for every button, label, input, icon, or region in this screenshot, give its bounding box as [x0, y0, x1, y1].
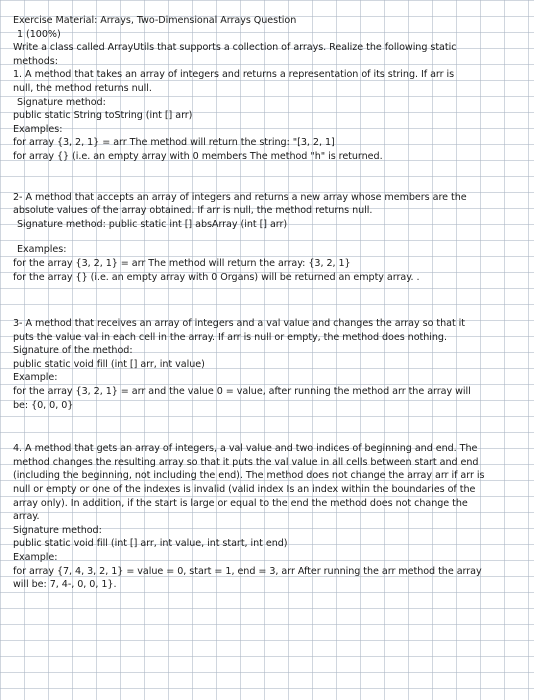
- signature-heading: Signature method:: [13, 524, 102, 536]
- examples-heading: Examples:: [13, 123, 63, 135]
- examples-heading: Example:: [13, 552, 58, 563]
- example-line: for array {7, 4, 3, 2, 1} = value = 0, start = 1, end = 3, arr After running the arr method the array: [13, 565, 482, 577]
- signature-code: public static void fill (int [] arr, int value): [13, 358, 205, 370]
- method-description-line: puts the value val in each cell in the array. If arr is null or empty, the method does nothing.: [13, 331, 447, 343]
- signature-code: public static String toString (int [] arr): [13, 110, 193, 122]
- example-line: will be: 7, 4-, 0, 0, 1}.: [13, 579, 117, 591]
- question-weight: 1 (100%): [17, 28, 61, 40]
- method-description-line: 4. A method that gets an array of integers, a val value and two indices of beginning and end. The: [13, 443, 478, 455]
- examples-heading: Example:: [13, 372, 58, 384]
- method-description-line: array.: [13, 511, 40, 523]
- method-description-line: 1. A method that takes an array of integers and returns a representation of its string. If arr is: [13, 69, 455, 81]
- method-description-line: null, the method returns null.: [13, 82, 152, 94]
- method-2-section: [13, 191, 525, 285]
- intro-line: methods:: [13, 55, 58, 67]
- header-section: [13, 14, 525, 68]
- example-line: for the array {3, 2, 1} = arr The method will return the array: {3, 2, 1}: [13, 257, 351, 269]
- example-line: be: {0, 0, 0}: [13, 399, 74, 411]
- intro-line: Write a class called ArrayUtils that supports a collection of arrays. Realize the following static: [13, 42, 457, 54]
- method-description-line: 3- A method that receives an array of integers and a val value and changes the array so that it: [13, 318, 466, 330]
- section-gap: [13, 164, 525, 191]
- method-description-line: array only). In addition, if the start is large or equal to the end the method does not change the: [13, 497, 468, 509]
- section-gap: [13, 231, 525, 243]
- method-description-line: method changes the resulting array so that it puts the val value in all cells between start and end: [13, 456, 479, 468]
- signature-heading: Signature of the method:: [13, 345, 133, 357]
- signature-line: Signature method: public static int [] absArray (int [] arr): [17, 218, 288, 230]
- signature-heading: Signature method:: [17, 96, 106, 108]
- exercise-title: Exercise Material: Arrays, Two-Dimensional Arrays Question: [13, 15, 297, 26]
- example-line: for array {3, 2, 1} = arr The method will return the string: "[3, 2, 1]: [13, 137, 335, 149]
- method-3-section: [13, 317, 525, 412]
- exercise-document: [13, 14, 525, 592]
- method-description-line: (including the beginning, not including the end). The method does not change the array arr if arr is: [13, 470, 485, 482]
- method-1-section: [13, 68, 525, 163]
- example-line: for the array {} (i.e. an empty array with 0 Organs) will be returned an empty array. .: [13, 271, 420, 283]
- example-line: for the array {3, 2, 1} = arr and the value 0 = value, after running the method arr the array will: [13, 386, 471, 398]
- signature-code: public static void fill (int [] arr, int value, int start, int end): [13, 538, 288, 550]
- example-line: for array {} (i.e. an empty array with 0 members The method "h" is returned.: [13, 150, 383, 162]
- examples-heading: Examples:: [17, 244, 67, 256]
- method-description-line: absolute values of the array obtained. If arr is null, the method returns null.: [13, 205, 373, 217]
- method-4-section: [13, 442, 525, 592]
- method-description-line: 2- A method that accepts an array of integers and returns a new array whose members are the: [13, 191, 467, 203]
- section-gap: [13, 284, 525, 317]
- method-description-line: null or empty or one of the indexes is invalid (valid index Is an index within the boundaries of the: [13, 484, 476, 496]
- section-gap: [13, 412, 525, 442]
